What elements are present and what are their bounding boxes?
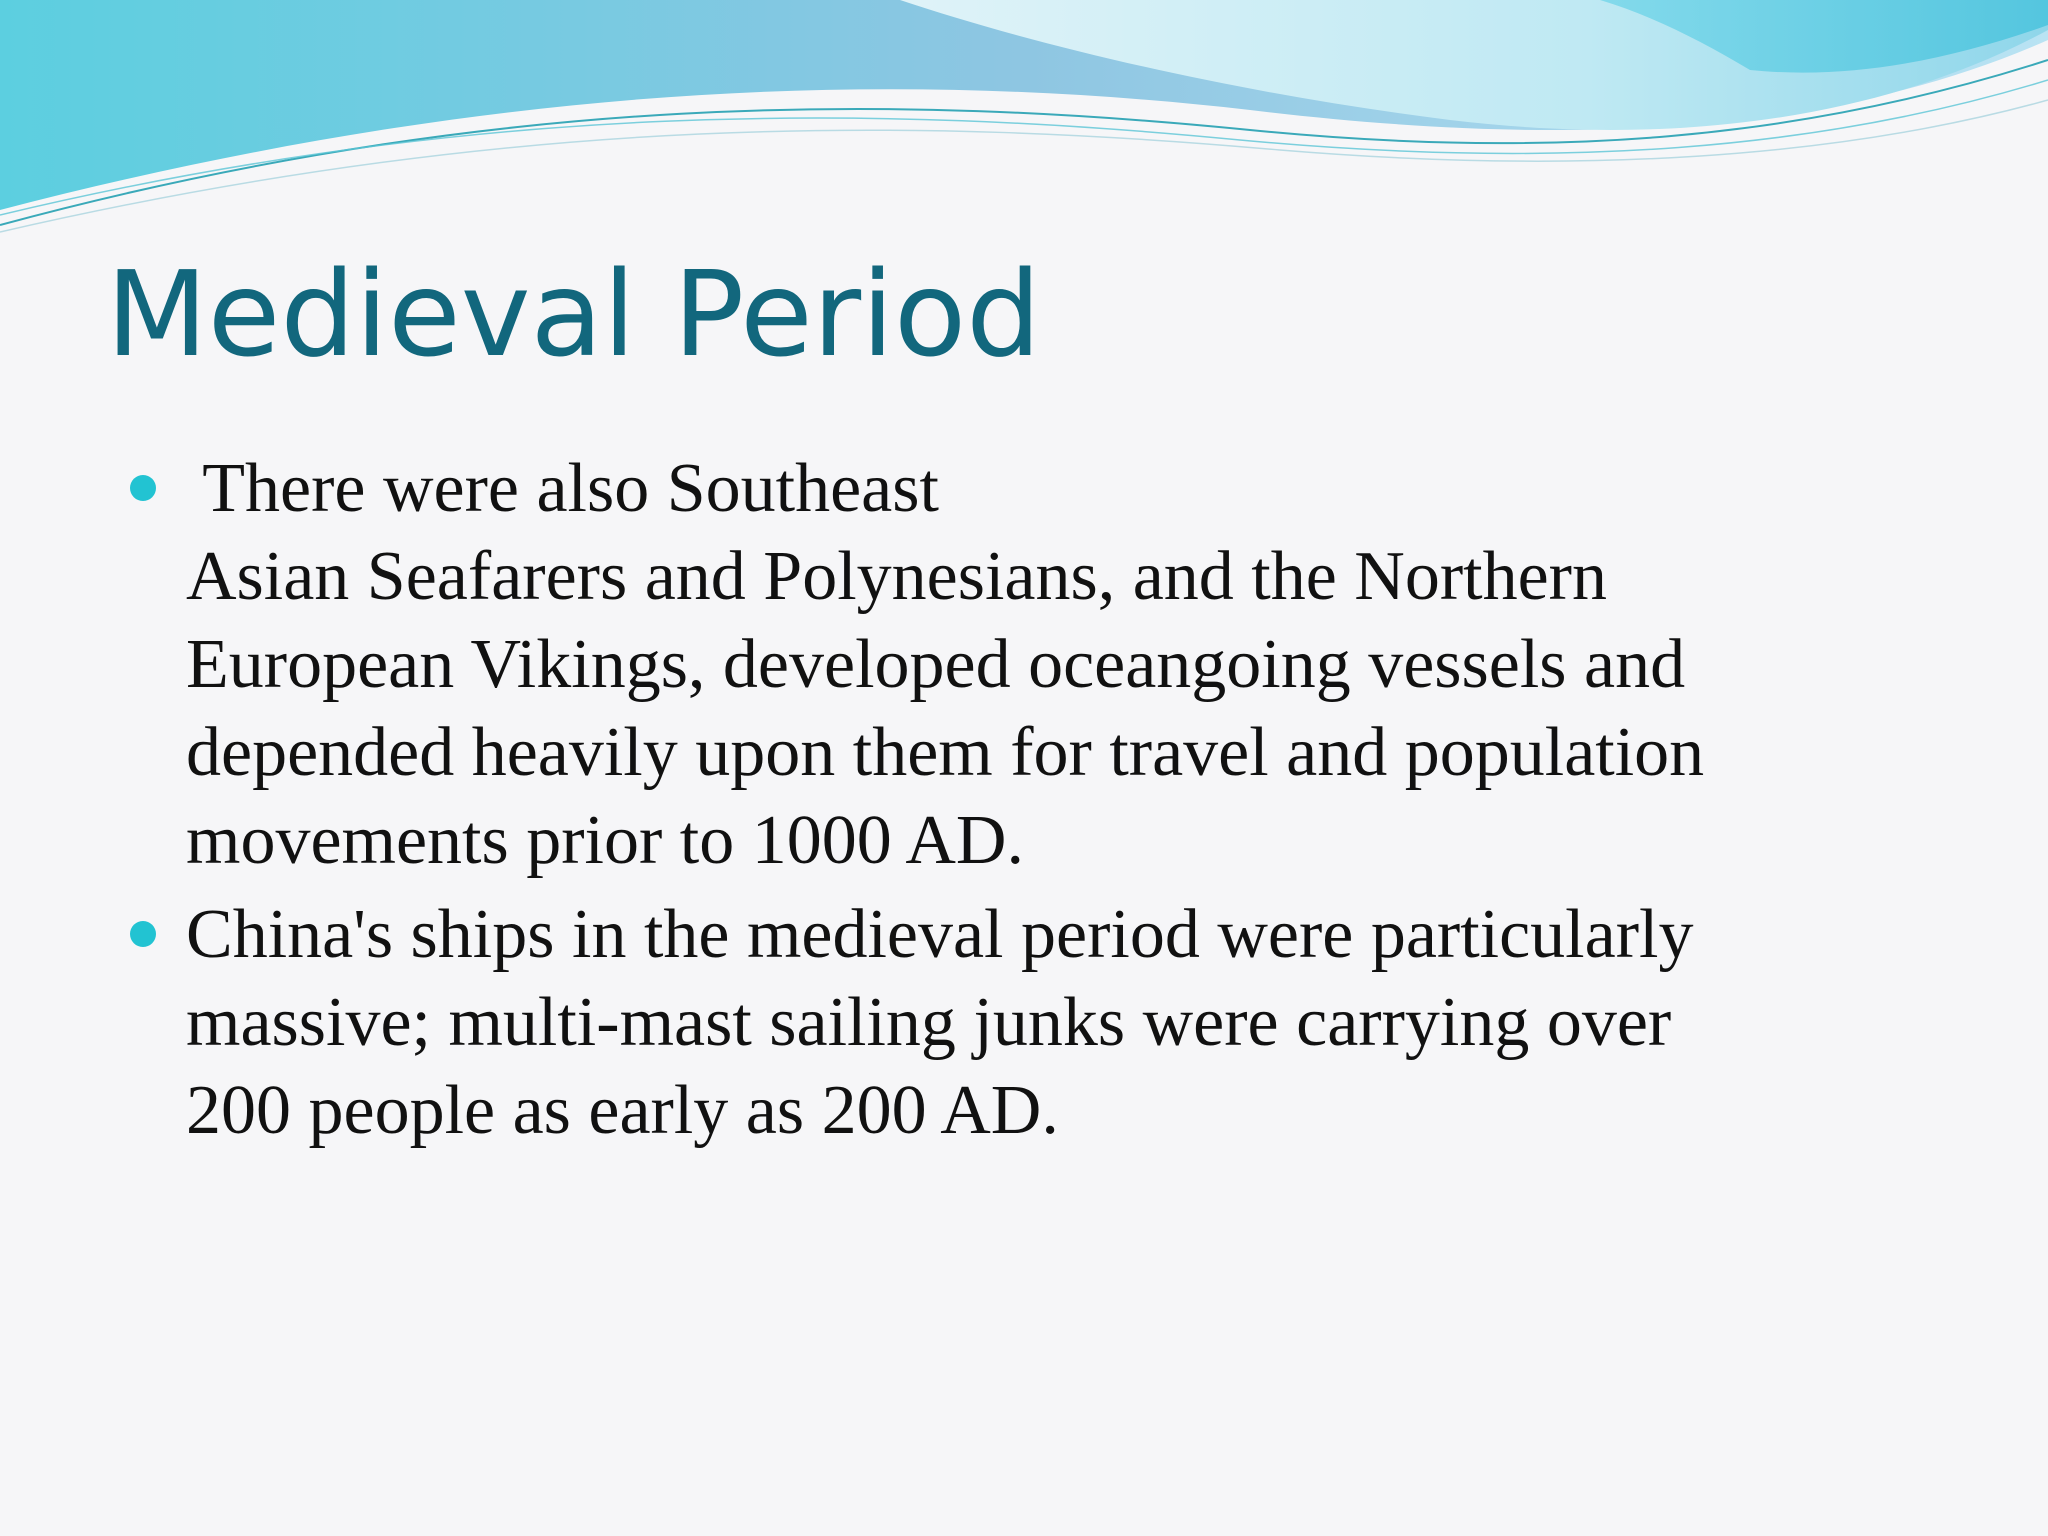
bullet-item <box>124 891 2004 1155</box>
bullet-item <box>124 445 2004 885</box>
bullet-line: movements prior to 1000 AD. <box>186 802 1024 879</box>
bullet-line: There were also Southeast <box>186 450 939 527</box>
bullet-line: European Vikings, developed oceangoing vessels and <box>186 626 1686 703</box>
slide-title: Medieval Period <box>106 245 1042 383</box>
bullet-line: 200 people as early as 200 AD. <box>186 1072 1059 1149</box>
bullet-line: Asian Seafarers and Polynesians, and the Northern <box>186 538 1607 615</box>
bullet-dot-icon <box>130 921 156 947</box>
bullet-list <box>124 445 2004 1161</box>
bullet-dot-icon <box>130 475 156 501</box>
header-wave-decoration <box>0 0 2048 240</box>
bullet-line: depended heavily upon them for travel and population <box>186 714 1705 791</box>
bullet-line: China's ships in the medieval period were particularly <box>186 896 1694 973</box>
bullet-line: massive; multi-mast sailing junks were carrying over <box>186 984 1672 1061</box>
